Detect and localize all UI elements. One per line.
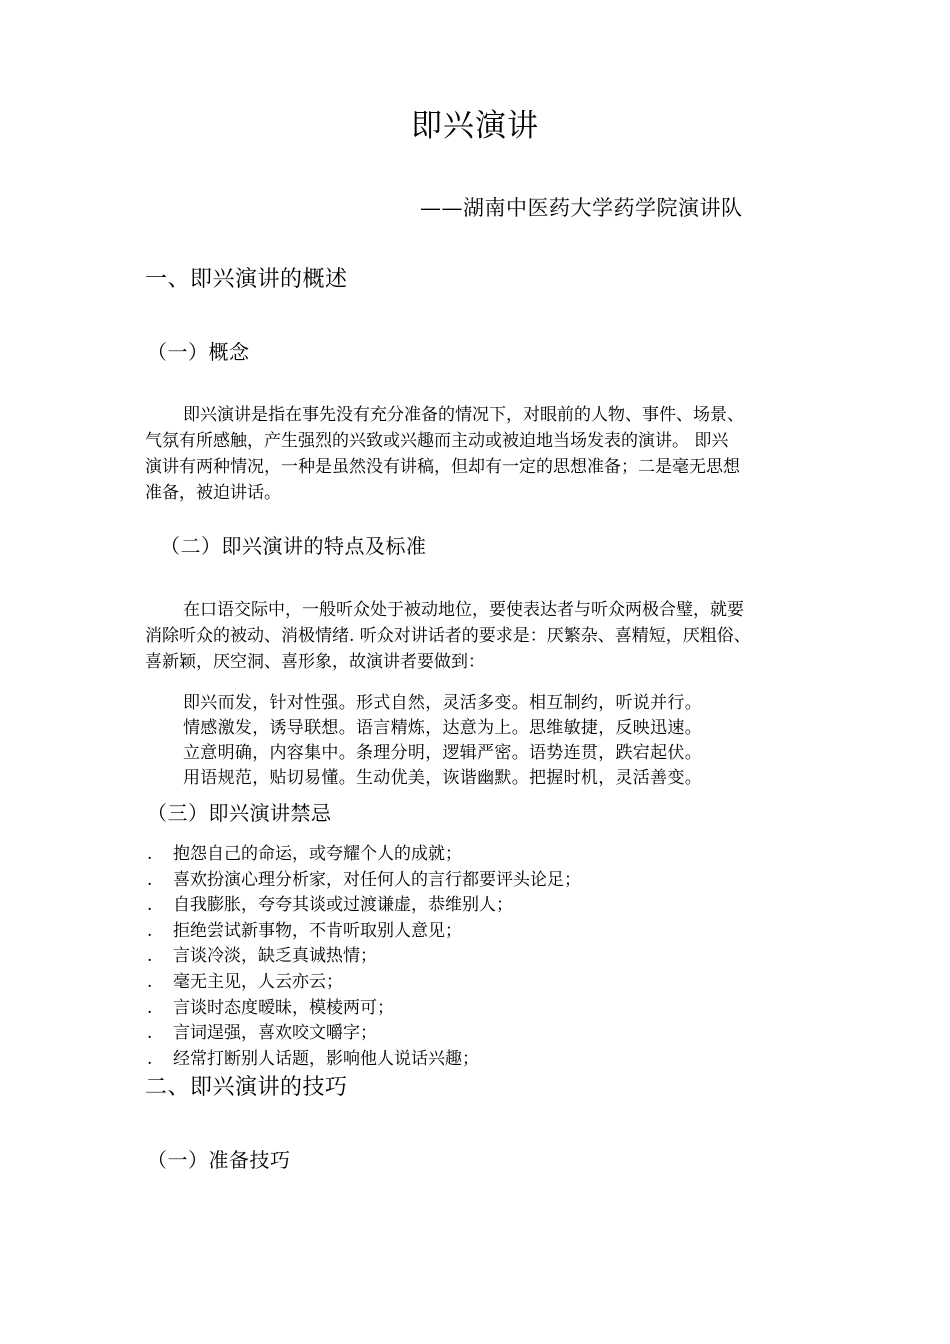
list-item-text: 毫无主见，人云亦云； bbox=[173, 971, 343, 992]
section-1-heading: 一、即兴演讲的概述 bbox=[145, 267, 348, 292]
features-paragraph-line: 喜新颖，厌空洞、喜形象，故演讲者要做到： bbox=[145, 652, 485, 672]
list-item bbox=[147, 970, 581, 996]
list-item bbox=[147, 944, 581, 970]
features-paragraph-line: 消除听众的被动、消极情绪. 听众对讲话者的要求是：厌繁杂、喜精短，厌粗俗、 bbox=[145, 626, 751, 646]
list-item bbox=[147, 1047, 581, 1073]
concept-paragraph-line: 演讲有两种情况，一种是虽然没有讲稿，但却有一定的思想准备；二是毫无思想 bbox=[145, 457, 740, 477]
concept-paragraph-line: 气氛有所感触，产生强烈的兴致或兴趣而主动或被迫地当场发表的演讲。 即兴 bbox=[145, 431, 729, 451]
list-bullet: . bbox=[147, 1048, 153, 1069]
list-item bbox=[147, 919, 581, 945]
standard-line: 情感激发，诱导联想。语言精炼，达意为上。思维敏捷，反映迅速。 bbox=[183, 718, 702, 738]
list-item-text: 言谈时态度暧昧，模棱两可； bbox=[173, 997, 394, 1018]
concept-paragraph-line: 准备，被迫讲话。 bbox=[145, 483, 281, 503]
list-item bbox=[147, 996, 581, 1022]
list-item-text: 经常打断别人话题，影响他人说话兴趣； bbox=[173, 1048, 479, 1069]
list-bullet: . bbox=[147, 869, 153, 890]
concept-paragraph-line: 即兴演讲是指在事先没有充分准备的情况下，对眼前的人物、事件、场景、 bbox=[183, 405, 744, 425]
list-item bbox=[147, 893, 581, 919]
list-bullet: . bbox=[147, 844, 153, 864]
section-2-heading: 二、即兴演讲的技巧 bbox=[145, 1075, 348, 1100]
list-item bbox=[147, 1021, 581, 1047]
list-item-text: 言谈冷淡，缺乏真诚热情； bbox=[173, 946, 377, 967]
list-item-text: 拒绝尝试新事物，不肯听取别人意见； bbox=[173, 920, 462, 941]
standard-line: 即兴而发，针对性强。形式自然，灵活多变。相互制约，听说并行。 bbox=[183, 693, 702, 713]
features-paragraph-line: 在口语交际中，一般听众处于被动地位，要使表达者与听众两极合璧，就要 bbox=[183, 600, 744, 620]
standard-line: 用语规范，贴切易懂。生动优美，诙谐幽默。把握时机，灵活善变。 bbox=[183, 768, 702, 788]
list-item-text: 自我膨胀，夸夸其谈或过渡谦虚，恭维别人； bbox=[173, 895, 513, 916]
list-item bbox=[147, 868, 581, 894]
list-item-text: 抱怨自己的命运，或夸耀个人的成就； bbox=[173, 844, 462, 864]
subsection-1-1-heading: （一）概念 bbox=[147, 340, 250, 364]
list-item bbox=[147, 842, 581, 868]
taboo-list bbox=[147, 842, 581, 1072]
subsection-1-3-heading: （三）即兴演讲禁忌 bbox=[147, 801, 332, 825]
list-bullet: . bbox=[147, 920, 153, 941]
list-bullet: . bbox=[147, 946, 153, 967]
standard-line: 立意明确，内容集中。条理分明，逻辑严密。语势连贯，跌宕起伏。 bbox=[183, 743, 702, 763]
document-subtitle: ——湖南中医药大学药学院演讲队 bbox=[420, 196, 743, 220]
list-item-text: 喜欢扮演心理分析家，对任何人的言行都要评头论足； bbox=[173, 869, 581, 890]
list-bullet: . bbox=[147, 1023, 153, 1044]
document-title: 即兴演讲 bbox=[411, 108, 539, 144]
list-item-text: 言词逞强，喜欢咬文嚼字； bbox=[173, 1023, 377, 1044]
subsection-2-1-heading: （一）准备技巧 bbox=[147, 1148, 291, 1172]
list-bullet: . bbox=[147, 971, 153, 992]
subsection-1-2-heading: （二）即兴演讲的特点及标准 bbox=[160, 534, 427, 558]
list-bullet: . bbox=[147, 997, 153, 1018]
list-bullet: . bbox=[147, 895, 153, 916]
